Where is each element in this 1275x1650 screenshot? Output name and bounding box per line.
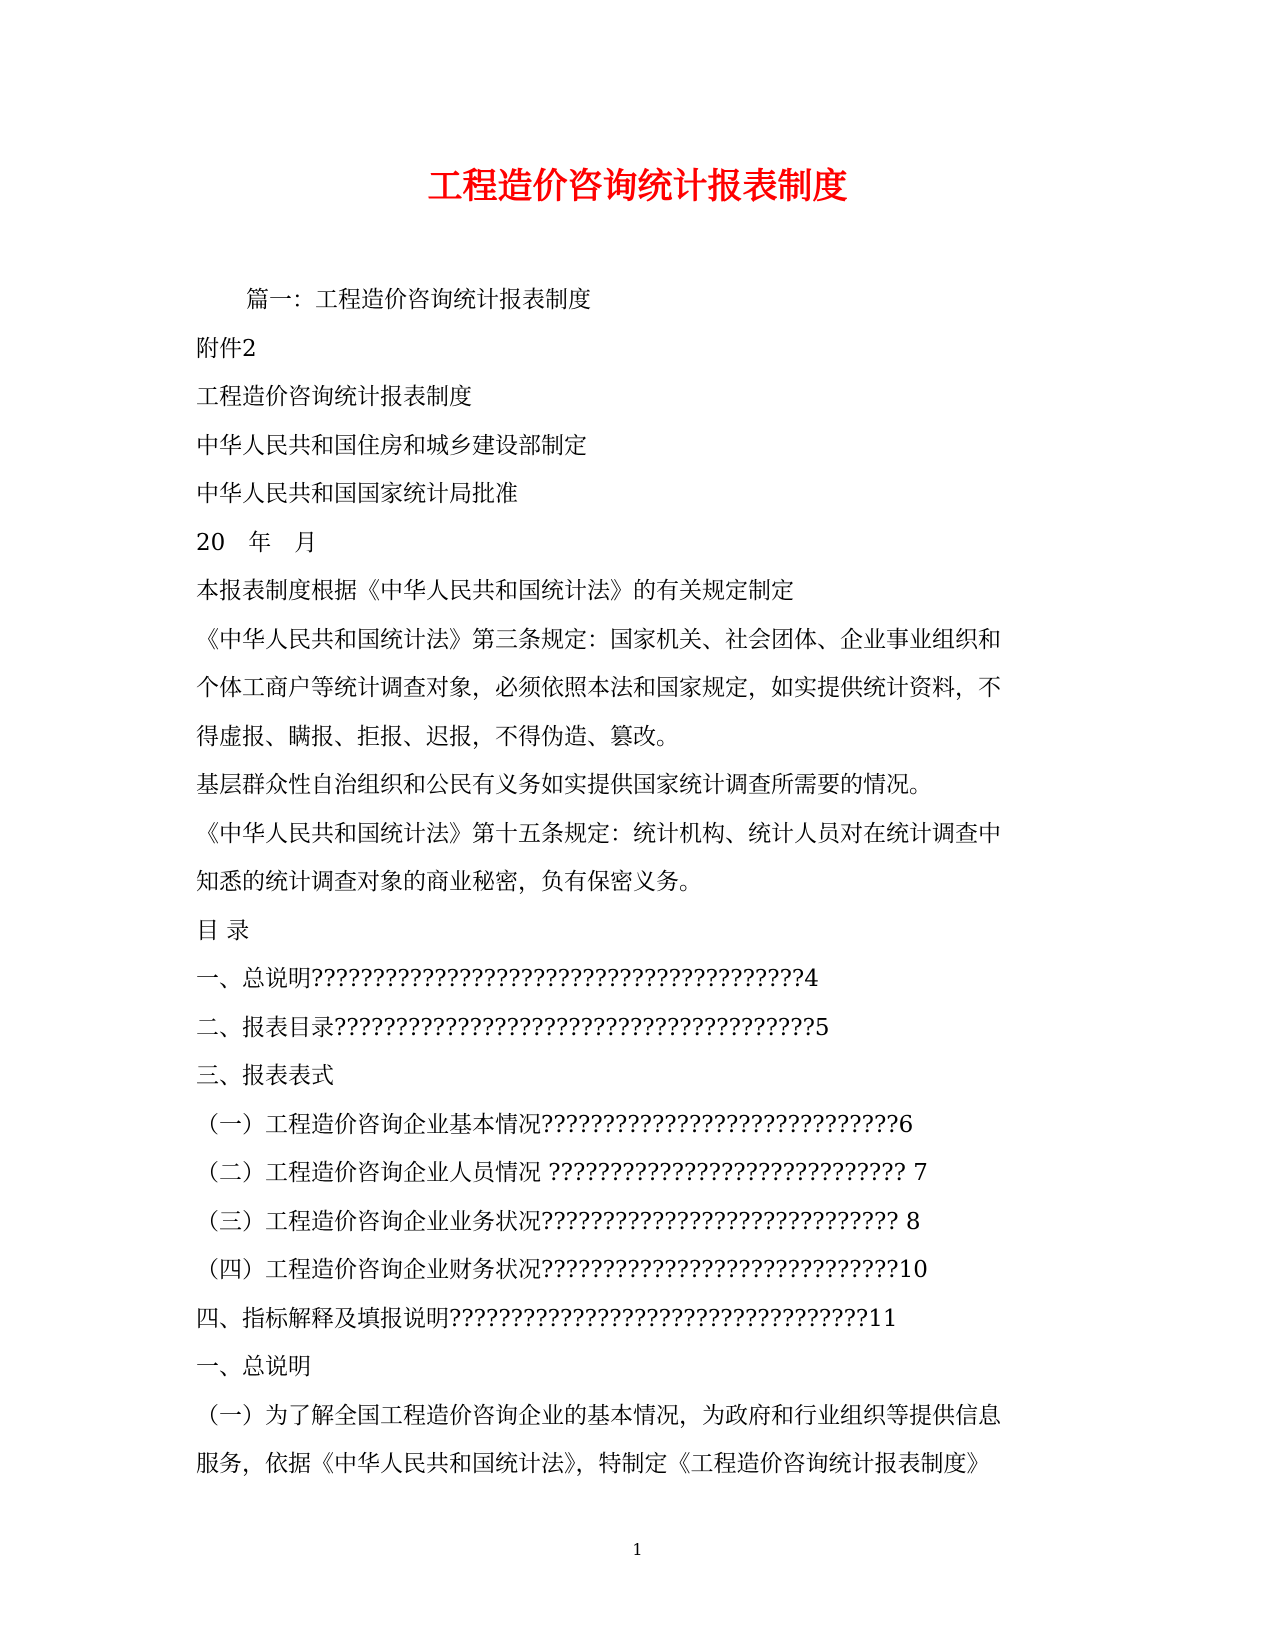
toc-entry: （三）工程造价咨询企业业务状况????????????????????????????? 8	[196, 1208, 921, 1235]
section-heading: 篇一：工程造价咨询统计报表制度	[246, 287, 591, 313]
text-line: 中华人民共和国住房和城乡建设部制定	[196, 432, 587, 459]
page-number: 1	[632, 1540, 643, 1559]
section-heading: 一、总说明	[196, 1354, 311, 1380]
document-title: 工程造价咨询统计报表制度	[427, 166, 848, 207]
text-line: 《中华人民共和国统计法》第十五条规定：统计机构、统计人员对在统计调查中	[196, 820, 1001, 847]
text-line: 本报表制度根据《中华人民共和国统计法》的有关规定制定	[196, 578, 794, 604]
text-line: 服务，依据《中华人民共和国统计法》，特制定《工程造价咨询统计报表制度》	[196, 1451, 990, 1477]
text-line: （一）为了解全国工程造价咨询企业的基本情况，为政府和行业组织等提供信息	[196, 1402, 1001, 1429]
toc-entry: （一）工程造价咨询企业基本情况?????????????????????????????6	[196, 1111, 914, 1138]
toc-entry: （四）工程造价咨询企业财务状况?????????????????????????????10	[196, 1257, 928, 1283]
text-line: 个体工商户等统计调查对象，必须依照本法和国家规定，如实提供统计资料，不	[196, 675, 1001, 701]
toc-entry: 二、报表目录???????????????????????????????????????5	[196, 1014, 830, 1041]
toc-heading: 目 录	[196, 917, 250, 944]
text-line: 工程造价咨询统计报表制度	[196, 384, 472, 410]
toc-entry: 一、总说明????????????????????????????????????????4	[196, 966, 819, 992]
toc-entry: （二）工程造价咨询企业人员情况 ????????????????????????????? 7	[196, 1160, 928, 1186]
toc-entry: 三、报表表式	[196, 1063, 334, 1089]
text-line: 基层群众性自治组织和公民有义务如实提供国家统计调查所需要的情况。	[196, 772, 932, 798]
text-line: 20 年 月	[196, 529, 318, 556]
text-line: 得虚报、瞒报、拒报、迟报，不得伪造、篡改。	[196, 723, 679, 750]
text-line: 知悉的统计调查对象的商业秘密，负有保密义务。	[196, 869, 702, 895]
document-body	[196, 276, 1086, 1489]
text-line: 中华人民共和国国家统计局批准	[196, 481, 518, 507]
toc-entry: 四、指标解释及填报说明??????????????????????????????????11	[196, 1305, 898, 1332]
text-line: 《中华人民共和国统计法》第三条规定：国家机关、社会团体、企业事业组织和	[196, 626, 1001, 653]
text-line: 附件2	[196, 335, 257, 362]
